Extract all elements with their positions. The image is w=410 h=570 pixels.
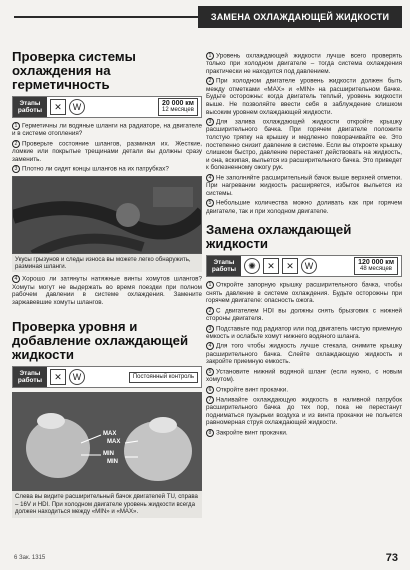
tank-photo [12, 392, 202, 491]
works-bar-1 [12, 96, 202, 118]
photo-caption: Укусы грызунов и следы износа вы можете легко обнаружить, разминая шланги. [12, 254, 202, 273]
label-min-2: MIN [107, 459, 118, 466]
interval-box [354, 257, 398, 275]
section1-title: Проверка системы охлаждения на герметичность [12, 49, 136, 92]
section2-title: Проверка уровня и добавление охлаждающей жидкости [12, 319, 189, 363]
step: 5 Небольшие количества можно доливать как при горячем двигателе, так и при холодном двигателе. [206, 200, 402, 215]
step: 3 Подставьте под радиатор или под двигатель чистую приемную емкость и ослабьте хомут нижнего водяного шланга. [206, 325, 402, 340]
label-max-2: MAX [107, 439, 121, 446]
wrench-icon: ✕ [50, 99, 66, 115]
step: 4 Не заполняйте расширительный бачок выше верхней отметки. При нагревании жидкость расширяется, избыток выльется из системы. [206, 174, 402, 197]
step: 5 Установите нижний водяной шланг (если нужно, с новым хомутом). [206, 368, 402, 384]
interval-months: 12 месяцев [162, 107, 194, 113]
page-number: 73 [385, 552, 398, 564]
interval-box [158, 98, 198, 116]
step: 1 Герметичны ли водяные шланги на радиаторе, на двигателе и в системе отопления? [12, 122, 202, 138]
interval-months: 48 месяцев [360, 266, 392, 273]
step: 3 Плотно ли сидят концы шлангов на их патрубках? [12, 165, 202, 173]
wrench-icon: ✕ [263, 258, 279, 274]
tools-icon: ✕ [282, 258, 298, 274]
chapter-title: ЗАМЕНА ОХЛАЖДАЮЩЕЙ ЖИДКОСТИ [198, 6, 402, 28]
works-label: Этапы работы [13, 367, 47, 387]
header-rule [14, 16, 214, 18]
works-label: Этапы работы [13, 97, 47, 117]
step: 4 Для того чтобы жидкость лучше стекала, снимите крышку расширительного бачка. Слейте охлаждающую жидкость и закройте приемную емкость. [206, 343, 402, 366]
w-badge-icon: W [69, 99, 85, 115]
right-column [206, 52, 402, 439]
hose-photo [12, 176, 202, 254]
wrench-icon: ✕ [50, 369, 66, 385]
interval-km: 20 000 км [161, 100, 194, 107]
works-label: Этапы работы [207, 256, 241, 276]
left-column [12, 50, 202, 521]
step: 2 С двигателем HDI вы должны снять брызговик с нижней стороны двигателя. [206, 307, 402, 322]
step: 8 Закройте винт прокачки. [206, 429, 402, 437]
control-box [129, 372, 198, 383]
step: 2 При холодном двигателе уровень жидкости должен быть между отметками «MAX» и «MIN» на расширительном бачке. Будьте осторожны: когда двигатель теплый, уровень жидкости выше. Не позволяйте ввести себя в заблуждение слишком высоким уровнем охлаждающей жидкости. [206, 78, 402, 116]
step: 4 Хорошо ли затянуты натяжные винты хомутов шлангов? Хомуты могут не выдержать во время поездки при полном рабочем давлении в системе охлаждения. Замените заржавевшие хомуты шлангов. [12, 276, 202, 306]
footer-print-mark: 6 Зак. 1315 [14, 555, 46, 561]
step: 1 Откройте запорную крышку расширительного бачка, чтобы снять давление в системе охлаждения. Будьте осторожны при горячем двигателе: опасность ожога. [206, 281, 402, 305]
works-bar-3 [206, 255, 402, 277]
step: 3 Для залива охлаждающей жидкости откройте крышку расширительного бачка. При горячем двигателе положите толстую тряпку на крышку и медленно поворачивайте ее. Это постепенно снизит давление в системе. Если вы откроете крышку слишком быстро, давление перестанет действовать на жидкость, и она, вскипая, выльется из расширительного бачка. Это приведет к болезненному ожогу рук. [206, 118, 402, 172]
w-badge-icon: W [301, 258, 317, 274]
works-bar-2 [12, 366, 202, 388]
step: 2 Проверьте состояние шлангов, разминая их. Жесткие, ломкие или покрытые трещинами детали вы должны сразу заменить. [12, 140, 202, 163]
label-min: MIN [103, 451, 114, 458]
sun-icon: ✺ [244, 258, 260, 274]
w-badge-icon: W [69, 369, 85, 385]
control-label: Постоянный контроль [132, 373, 194, 380]
label-max: MAX [103, 431, 117, 438]
section3-title: Замена охлаждающей жидкости [206, 222, 352, 252]
step: 1 Уровень охлаждающей жидкости лучше всего проверять только при холодном двигателе – тогда система охлаждения практически не находится под давлением. [206, 52, 402, 75]
step: 7 Наливайте охлаждающую жидкость в наливной патрубок расширительного бачка до тех пор, пока не перестанут подниматься пузырьки воздуха и из винта прокачки не польется равномерная струя охлаждающей жидкости. [206, 396, 402, 427]
photo-caption: Слева вы видите расширительный бачок двигателей TU, справа – 16V и HDI. При холодном двигателе уровень жидкости всегда должен находиться между «MIN» и «MAX». [12, 491, 202, 517]
step: 6 Откройте винт прокачки. [206, 386, 402, 394]
interval-km: 120 000 км [358, 259, 394, 267]
